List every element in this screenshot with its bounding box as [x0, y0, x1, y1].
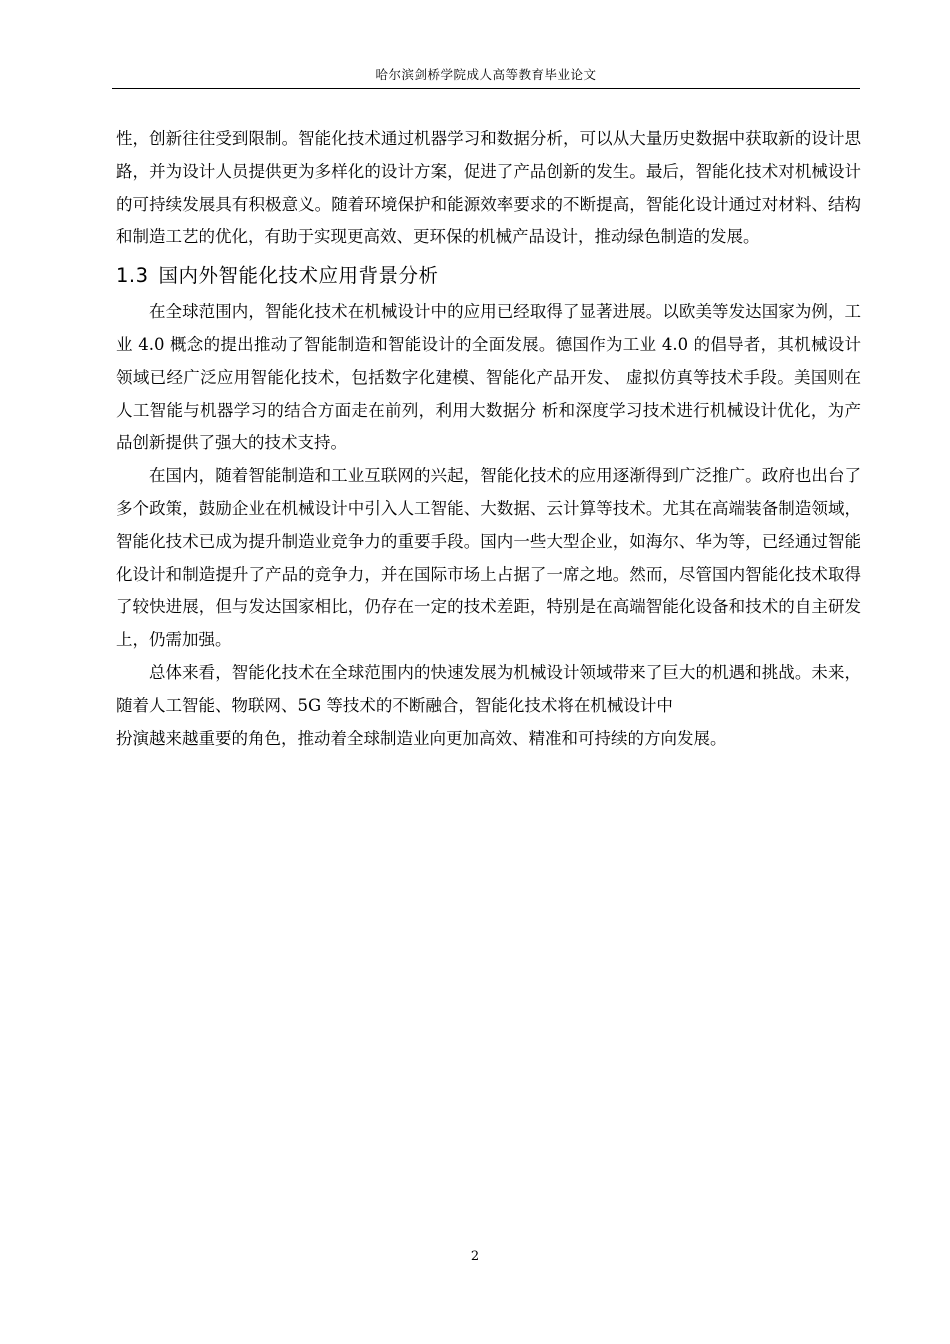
section-heading: [116, 258, 861, 294]
body-paragraph-domestic: 在国内，随着智能制造和工业互联网的兴起，智能化技术的应用逐渐得到广泛推广。政府也出台了多个政策，鼓励企业在机械设计中引入人工智能、大数据、云计算等技术。尤其在高端装备制造领域，智能化技术已成为提升制造业竞争力的重要手段。国内一些大型企业，如海尔、华为等，已经通过智能化设计和制造提升了产品的竞争力，并在国际市场上占据了一席之地。然而，尽管国内智能化技术取得了较快进展，但与发达国家相比，仍存在一定的技术差距，特别是在高端智能化设备和技术的自主研发上，仍需加强。: [116, 466, 861, 650]
body-paragraph-continuation: 扮演越来越重要的角色，推动着全球制造业向更加高效、精准和可持续的方向发展。: [116, 728, 727, 748]
section-number: 1.3: [116, 264, 149, 288]
document-body: [116, 123, 861, 755]
running-header: 哈尔滨剑桥学院成人高等教育毕业论文: [375, 67, 597, 82]
header-divider: [112, 88, 860, 89]
body-paragraph-summary: 总体来看，智能化技术在全球范围内的快速发展为机械设计领域带来了巨大的机遇和挑战。未来，随着人工智能、物联网、5G 等技术的不断融合，智能化技术将在机械设计中: [116, 662, 861, 715]
page-number: 2: [470, 1249, 480, 1264]
body-paragraph-global: 在全球范围内，智能化技术在机械设计中的应用已经取得了显著进展。以欧美等发达国家为例，工业 4.0 概念的提出推动了智能制造和智能设计的全面发展。德国作为工业 4.0 的倡导者，其机械设计领域已经广泛应用智能化技术，包括数字化建模、智能化产品开发、 虚拟仿真等技术手段。美国则在人工智能与机器学习的结合方面走在前列，利用大数据分 析和深度学习技术进行机械设计优化，为产品创新提供了强大的技术支持。: [116, 302, 861, 453]
intro-paragraph: 性，创新往往受到限制。智能化技术通过机器学习和数据分析，可以从大量历史数据中获取新的设计思路，并为设计人员提供更为多样化的设计方案，促进了产品创新的发生。最后，智能化技术对机械设计的可持续发展具有积极意义。随着环境保护和能源效率要求的不断提高，智能化设计通过对材料、结构和制造工艺的优化，有助于实现更高效、更环保的机械产品设计，推动绿色制造的发展。: [116, 129, 861, 247]
section-title: 国内外智能化技术应用背景分析: [158, 264, 439, 288]
